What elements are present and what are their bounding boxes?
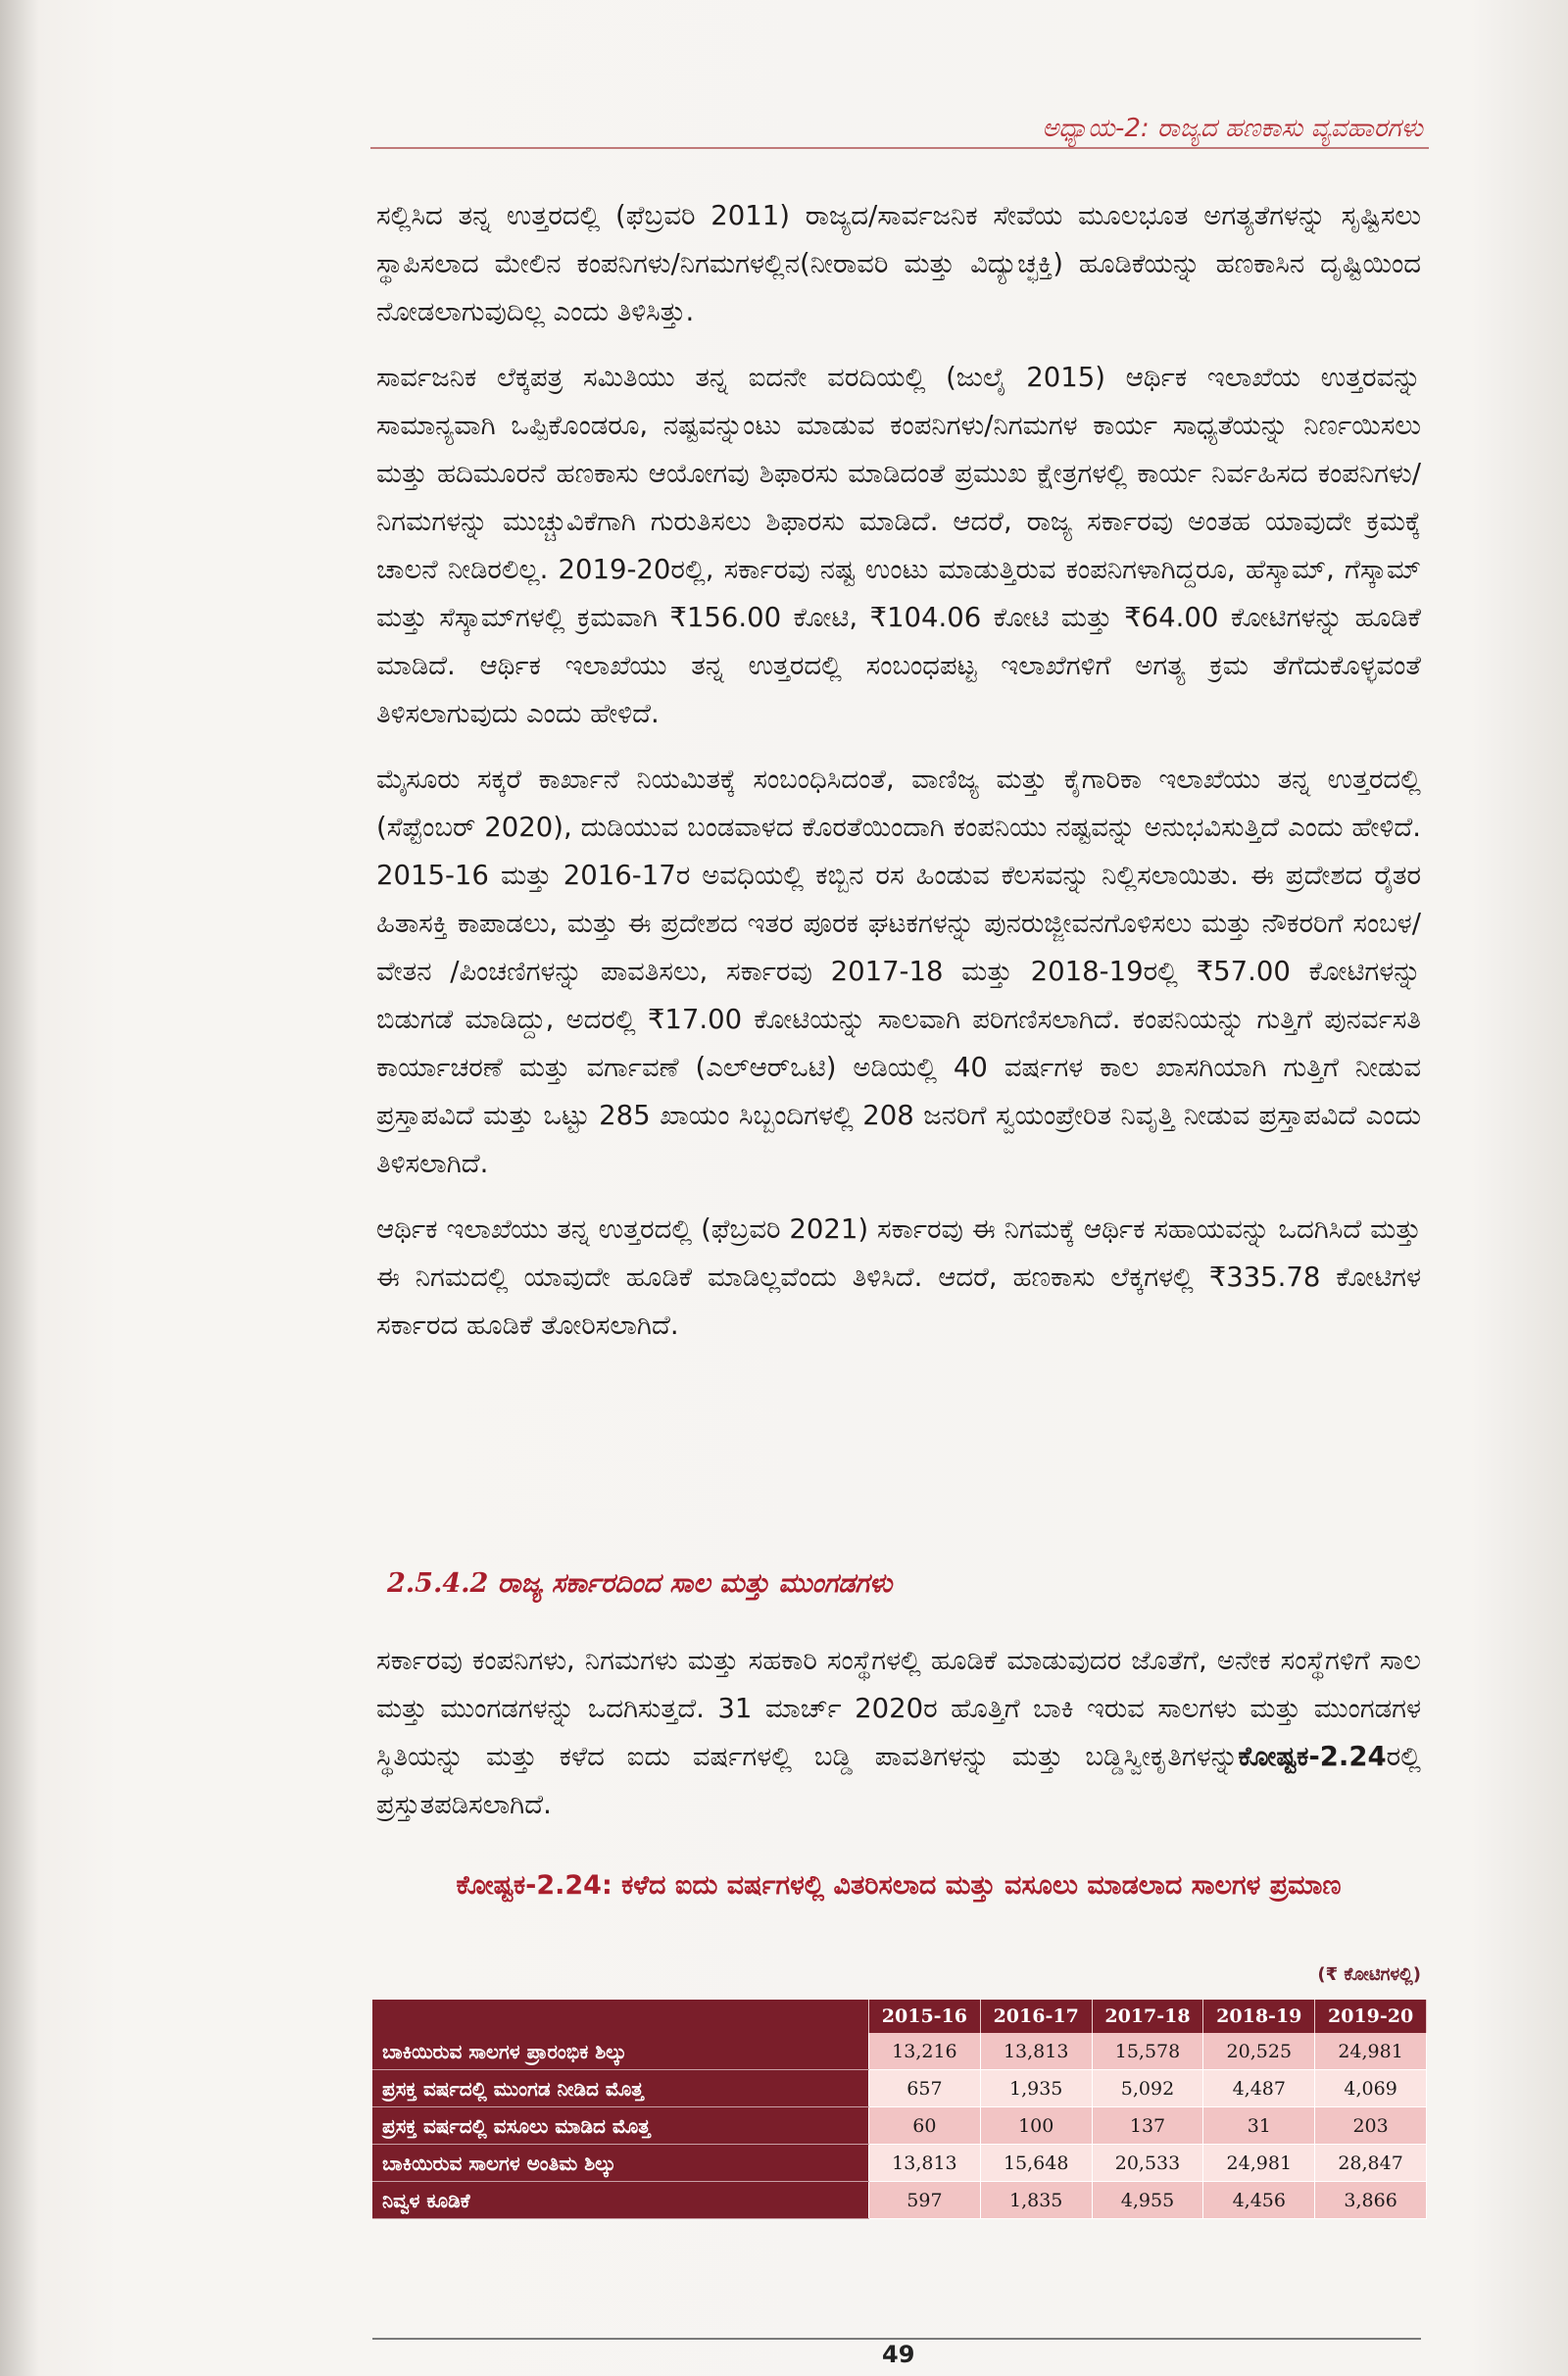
section-paragraph-text bbox=[376, 1637, 1421, 1829]
table-cell: 1,935 bbox=[980, 2070, 1092, 2107]
row-label: ಬಾಕಿಯಿರುವ ಸಾಲಗಳ ಪ್ರಾರಂಭಿಕ ಶಿಲ್ಕು bbox=[372, 2033, 869, 2070]
table-row bbox=[372, 2145, 1427, 2182]
table-cell: 597 bbox=[869, 2182, 981, 2219]
paragraph-2: ಸಾರ್ವಜನಿಕ ಲೆಕ್ಕಪತ್ರ ಸಮಿತಿಯು ತನ್ನ ಐದನೇ ವರದಿಯಲ್ಲಿ (ಜುಲೈ 2015) ಆರ್ಥಿಕ ಇಲಾಖೆಯ ಉತ್ತರವನ್ನು ಸಾಮಾನ್ಯವಾಗಿ ಒಪ್ಪಿಕೊಂಡರೂ, ನಷ್ಟವನ್ನುಂಟು ಮಾಡುವ ಕಂಪನಿಗಳು/ನಿಗಮಗಳ ಕಾರ್ಯ ಸಾಧ್ಯತೆಯನ್ನು ನಿರ್ಣಯಿಸಲು ಮತ್ತು ಹದಿಮೂರನೆ ಹಣಕಾಸು ಆಯೋಗವು ಶಿಫಾರಸು ಮಾಡಿದಂತೆ ಪ್ರಮುಖ ಕ್ಷೇತ್ರಗಳಲ್ಲಿ ಕಾರ್ಯ ನಿರ್ವಹಿಸದ ಕಂಪನಿಗಳು/ನಿಗಮಗಳನ್ನು ಮುಚ್ಚುವಿಕೆಗಾಗಿ ಗುರುತಿಸಲು ಶಿಫಾರಸು ಮಾಡಿದೆ. ಆದರೆ, ರಾಜ್ಯ ಸರ್ಕಾರವು ಅಂತಹ ಯಾವುದೇ ಕ್ರಮಕ್ಕೆ ಚಾಲನೆ ನೀಡಿರಲಿಲ್ಲ. 2019-20ರಲ್ಲಿ, ಸರ್ಕಾರವು ನಷ್ಟ ಉಂಟು ಮಾಡುತ್ತಿರುವ ಕಂಪನಿಗಳಾಗಿದ್ದರೂ, ಹೆಸ್ಕಾಮ್, ಗೆಸ್ಕಾಮ್ ಮತ್ತು ಸೆಸ್ಕಾಮ್‌ಗಳಲ್ಲಿ ಕ್ರಮವಾಗಿ ₹156.00 ಕೋಟಿ, ₹104.06 ಕೋಟಿ ಮತ್ತು ₹64.00 ಕೋಟಿಗಳನ್ನು ಹೂಡಿಕೆ ಮಾಡಿದೆ. ಆರ್ಥಿಕ ಇಲಾಖೆಯು ತನ್ನ ಉತ್ತರದಲ್ಲಿ ಸಂಬಂಧಪಟ್ಟ ಇಲಾಖೆಗಳಿಗೆ ಅಗತ್ಯ ಕ್ರಮ ತೆಗೆದುಕೊಳ್ಳವಂತೆ ತಿಳಿಸಲಾಗುವುದು ಎಂದು ಹೇಳಿದೆ. bbox=[376, 362, 1421, 729]
table-cell: 4,955 bbox=[1092, 2182, 1203, 2219]
table-cell: 4,456 bbox=[1203, 2182, 1315, 2219]
section-heading: 2.5.4.2 ರಾಜ್ಯ ಸರ್ಕಾರದಿಂದ ಸಾಲ ಮತ್ತು ಮುಂಗಡಗಳು bbox=[387, 1568, 893, 1599]
table-cell: 5,092 bbox=[1092, 2070, 1203, 2107]
table-header-2018-19: 2018-19 bbox=[1203, 2000, 1315, 2033]
row-label: ಬಾಕಿಯಿರುವ ಸಾಲಗಳ ಅಂತಿಮ ಶಿಲ್ಕು bbox=[372, 2145, 869, 2182]
table-reference: ಕೋಷ್ಟಕ-2.24 bbox=[1238, 1741, 1387, 1772]
footer-rule bbox=[372, 2338, 1421, 2340]
section-paragraph-start: ಸರ್ಕಾರವು ಕಂಪನಿಗಳು, ನಿಗಮಗಳು ಮತ್ತು ಸಹಕಾರಿ ಸಂಸ್ಥೆಗಳಲ್ಲಿ ಹೂಡಿಕೆ ಮಾಡುವುದರ ಜೊತೆಗೆ, ಅನೇಕ ಸಂಸ್ಥೆಗಳಿಗೆ ಸಾಲ ಮತ್ತು ಮುಂಗಡಗಳನ್ನು ಒದಗಿಸುತ್ತದೆ. 31 ಮಾರ್ಚ್ 2020ರ ಹೊತ್ತಿಗೆ ಬಾಕಿ ಇರುವ ಸಾಲಗಳು ಮತ್ತು ಮುಂಗಡಗಳ ಸ್ಥಿತಿಯನ್ನು ಮತ್ತು ಕಳೆದ ಐದು ವರ್ಷಗಳಲ್ಲಿ ಬಡ್ಡಿ ಪಾವತಿಗಳನ್ನು ಮತ್ತು ಬಡ್ಡಿಸ್ವೀಕೃತಿಗಳನ್ನು bbox=[376, 1645, 1421, 1772]
chapter-header: ಅಧ್ಯಾಯ-2: ರಾಜ್ಯದ ಹಣಕಾಸು ವ್ಯವಹಾರಗಳು bbox=[1042, 114, 1423, 143]
table-cell: 4,487 bbox=[1203, 2070, 1315, 2107]
table-cell: 31 bbox=[1203, 2107, 1315, 2145]
table-cell: 15,578 bbox=[1092, 2033, 1203, 2070]
table-cell: 15,648 bbox=[980, 2145, 1092, 2182]
table-header-row bbox=[372, 2000, 1427, 2033]
row-label: ನಿವ್ವಳ ಕೂಡಿಕೆ bbox=[372, 2182, 869, 2219]
table-cell: 100 bbox=[980, 2107, 1092, 2145]
paragraph-3: ಮೈಸೂರು ಸಕ್ಕರೆ ಕಾರ್ಖಾನೆ ನಿಯಮಿತಕ್ಕೆ ಸಂಬಂಧಿಸಿದಂತೆ, ವಾಣಿಜ್ಯ ಮತ್ತು ಕೈಗಾರಿಕಾ ಇಲಾಖೆಯು ತನ್ನ ಉತ್ತರದಲ್ಲಿ (ಸೆಪ್ಟೆಂಬರ್ 2020), ದುಡಿಯುವ ಬಂಡವಾಳದ ಕೊರತೆಯಿಂದಾಗಿ ಕಂಪನಿಯು ನಷ್ಟವನ್ನು ಅನುಭವಿಸುತ್ತಿದೆ ಎಂದು ಹೇಳಿದೆ. 2015-16 ಮತ್ತು 2016-17ರ ಅವಧಿಯಲ್ಲಿ ಕಬ್ಬಿನ ರಸ ಹಿಂಡುವ ಕೆಲಸವನ್ನು ನಿಲ್ಲಿಸಲಾಯಿತು. ಈ ಪ್ರದೇಶದ ರೈತರ ಹಿತಾಸಕ್ತಿ ಕಾಪಾಡಲು, ಮತ್ತು ಈ ಪ್ರದೇಶದ ಇತರ ಪೂರಕ ಘಟಕಗಳನ್ನು ಪುನರುಜ್ಜೀವನಗೊಳಿಸಲು ಮತ್ತು ನೌಕರರಿಗೆ ಸಂಬಳ/ವೇತನ /ಪಿಂಚಣಿಗಳನ್ನು ಪಾವತಿಸಲು, ಸರ್ಕಾರವು 2017-18 ಮತ್ತು 2018-19ರಲ್ಲಿ ₹57.00 ಕೋಟಿಗಳನ್ನು ಬಿಡುಗಡೆ ಮಾಡಿದ್ದು, ಅದರಲ್ಲಿ ₹17.00 ಕೋಟಿಯನ್ನು ಸಾಲವಾಗಿ ಪರಿಗಣಿಸಲಾಗಿದೆ. ಕಂಪನಿಯನ್ನು ಗುತ್ತಿಗೆ ಪುನರ್ವಸತಿ ಕಾರ್ಯಾಚರಣೆ ಮತ್ತು ವರ್ಗಾವಣೆ (ಎಲ್‌ಆರ್‌ಒಟಿ) ಅಡಿಯಲ್ಲಿ 40 ವರ್ಷಗಳ ಕಾಲ ಖಾಸಗಿಯಾಗಿ ಗುತ್ತಿಗೆ ನೀಡುವ ಪ್ರಸ್ತಾಪವಿದೆ ಮತ್ತು ಒಟ್ಟು 285 ಖಾಯಂ ಸಿಬ್ಬಂದಿಗಳಲ್ಲಿ 208 ಜನರಿಗೆ ಸ್ವಯಂಪ್ರೇರಿತ ನಿವೃತ್ತಿ ನೀಡುವ ಪ್ರಸ್ತಾಪವಿದೆ ಎಂದು ತಿಳಿಸಲಾಗಿದೆ. bbox=[376, 764, 1421, 1179]
table-cell: 13,216 bbox=[869, 2033, 981, 2070]
table-unit-note: (₹ ಕೋಟಿಗಳಲ್ಲಿ) bbox=[1317, 1964, 1421, 1985]
table-cell: 20,525 bbox=[1203, 2033, 1315, 2070]
table-cell: 24,981 bbox=[1315, 2033, 1427, 2070]
table-cell: 24,981 bbox=[1203, 2145, 1315, 2182]
section-paragraph-end: ರಲ್ಲಿ ಪ್ರಸ್ತುತಪಡಿಸಲಾಗಿದೆ. bbox=[376, 1741, 1421, 1820]
table-header-blank bbox=[372, 2000, 869, 2033]
table-header-2015-16: 2015-16 bbox=[869, 2000, 981, 2033]
table-cell: 60 bbox=[869, 2107, 981, 2145]
body-paragraphs bbox=[376, 192, 1421, 1367]
table-cell: 203 bbox=[1315, 2107, 1427, 2145]
table-cell: 4,069 bbox=[1315, 2070, 1427, 2107]
table-cell: 3,866 bbox=[1315, 2182, 1427, 2219]
table-cell: 657 bbox=[869, 2070, 981, 2107]
table-header-2019-20: 2019-20 bbox=[1315, 2000, 1427, 2033]
table-title: ಕೋಷ್ಟಕ-2.24: ಕಳೆದ ಐದು ವರ್ಷಗಳಲ್ಲಿ ವಿತರಿಸಲಾದ ಮತ್ತು ವಸೂಲು ಮಾಡಲಾದ ಸಾಲಗಳ ಪ್ರಮಾಣ bbox=[456, 1870, 1342, 1901]
table-row bbox=[372, 2070, 1427, 2107]
table-row bbox=[372, 2182, 1427, 2219]
table-row bbox=[372, 2107, 1427, 2145]
table-header-2016-17: 2016-17 bbox=[980, 2000, 1092, 2033]
paragraph-4: ಆರ್ಥಿಕ ಇಲಾಖೆಯು ತನ್ನ ಉತ್ತರದಲ್ಲಿ (ಫೆಬ್ರವರಿ 2021) ಸರ್ಕಾರವು ಈ ನಿಗಮಕ್ಕೆ ಆರ್ಥಿಕ ಸಹಾಯವನ್ನು ಒದಗಿಸಿದೆ ಮತ್ತು ಈ ನಿಗಮದಲ್ಲಿ ಯಾವುದೇ ಹೂಡಿಕೆ ಮಾಡಿಲ್ಲವೆಂದು ತಿಳಿಸಿದೆ. ಆದರೆ, ಹಣಕಾಸು ಲೆಕ್ಕಗಳಲ್ಲಿ ₹335.78 ಕೋಟಿಗಳ ಸರ್ಕಾರದ ಹೂಡಿಕೆ ತೋರಿಸಲಾಗಿದೆ. bbox=[376, 1213, 1421, 1341]
row-label: ಪ್ರಸಕ್ತ ವರ್ಷದಲ್ಲಿ ಮುಂಗಡ ನೀಡಿದ ಮೊತ್ತ bbox=[372, 2070, 869, 2107]
table-header-2017-18: 2017-18 bbox=[1092, 2000, 1203, 2033]
table-cell: 28,847 bbox=[1315, 2145, 1427, 2182]
paragraph-1: ಸಲ್ಲಿಸಿದ ತನ್ನ ಉತ್ತರದಲ್ಲಿ (ಫೆಬ್ರವರಿ 2011) ರಾಜ್ಯದ/ಸಾರ್ವಜನಿಕ ಸೇವೆಯ ಮೂಲಭೂತ ಅಗತ್ಯತೆಗಳನ್ನು ಸೃಷ್ಟಿಸಲು ಸ್ಥಾಪಿಸಲಾದ ಮೇಲಿನ ಕಂಪನಿಗಳು/ನಿಗಮಗಳಲ್ಲಿನ(ನೀರಾವರಿ ಮತ್ತು ವಿದ್ಯುಚ್ಛಕ್ತಿ) ಹೂಡಿಕೆಯನ್ನು ಹಣಕಾಸಿನ ದೃಷ್ಟಿಯಿಂದ ನೋಡಲಾಗುವುದಿಲ್ಲ ಎಂದು ತಿಳಿಸಿತ್ತು. bbox=[376, 200, 1421, 327]
table-cell: 13,813 bbox=[869, 2145, 981, 2182]
row-label: ಪ್ರಸಕ್ತ ವರ್ಷದಲ್ಲಿ ವಸೂಲು ಮಾಡಿದ ಮೊತ್ತ bbox=[372, 2107, 869, 2145]
page-number: 49 bbox=[882, 2341, 915, 2368]
table-cell: 20,533 bbox=[1092, 2145, 1203, 2182]
table-cell: 137 bbox=[1092, 2107, 1203, 2145]
header-rule bbox=[370, 147, 1429, 149]
table-cell: 13,813 bbox=[980, 2033, 1092, 2070]
table-row bbox=[372, 2033, 1427, 2070]
loans-table bbox=[372, 2000, 1427, 2219]
section-paragraph bbox=[376, 1637, 1421, 1847]
table-cell: 1,835 bbox=[980, 2182, 1092, 2219]
